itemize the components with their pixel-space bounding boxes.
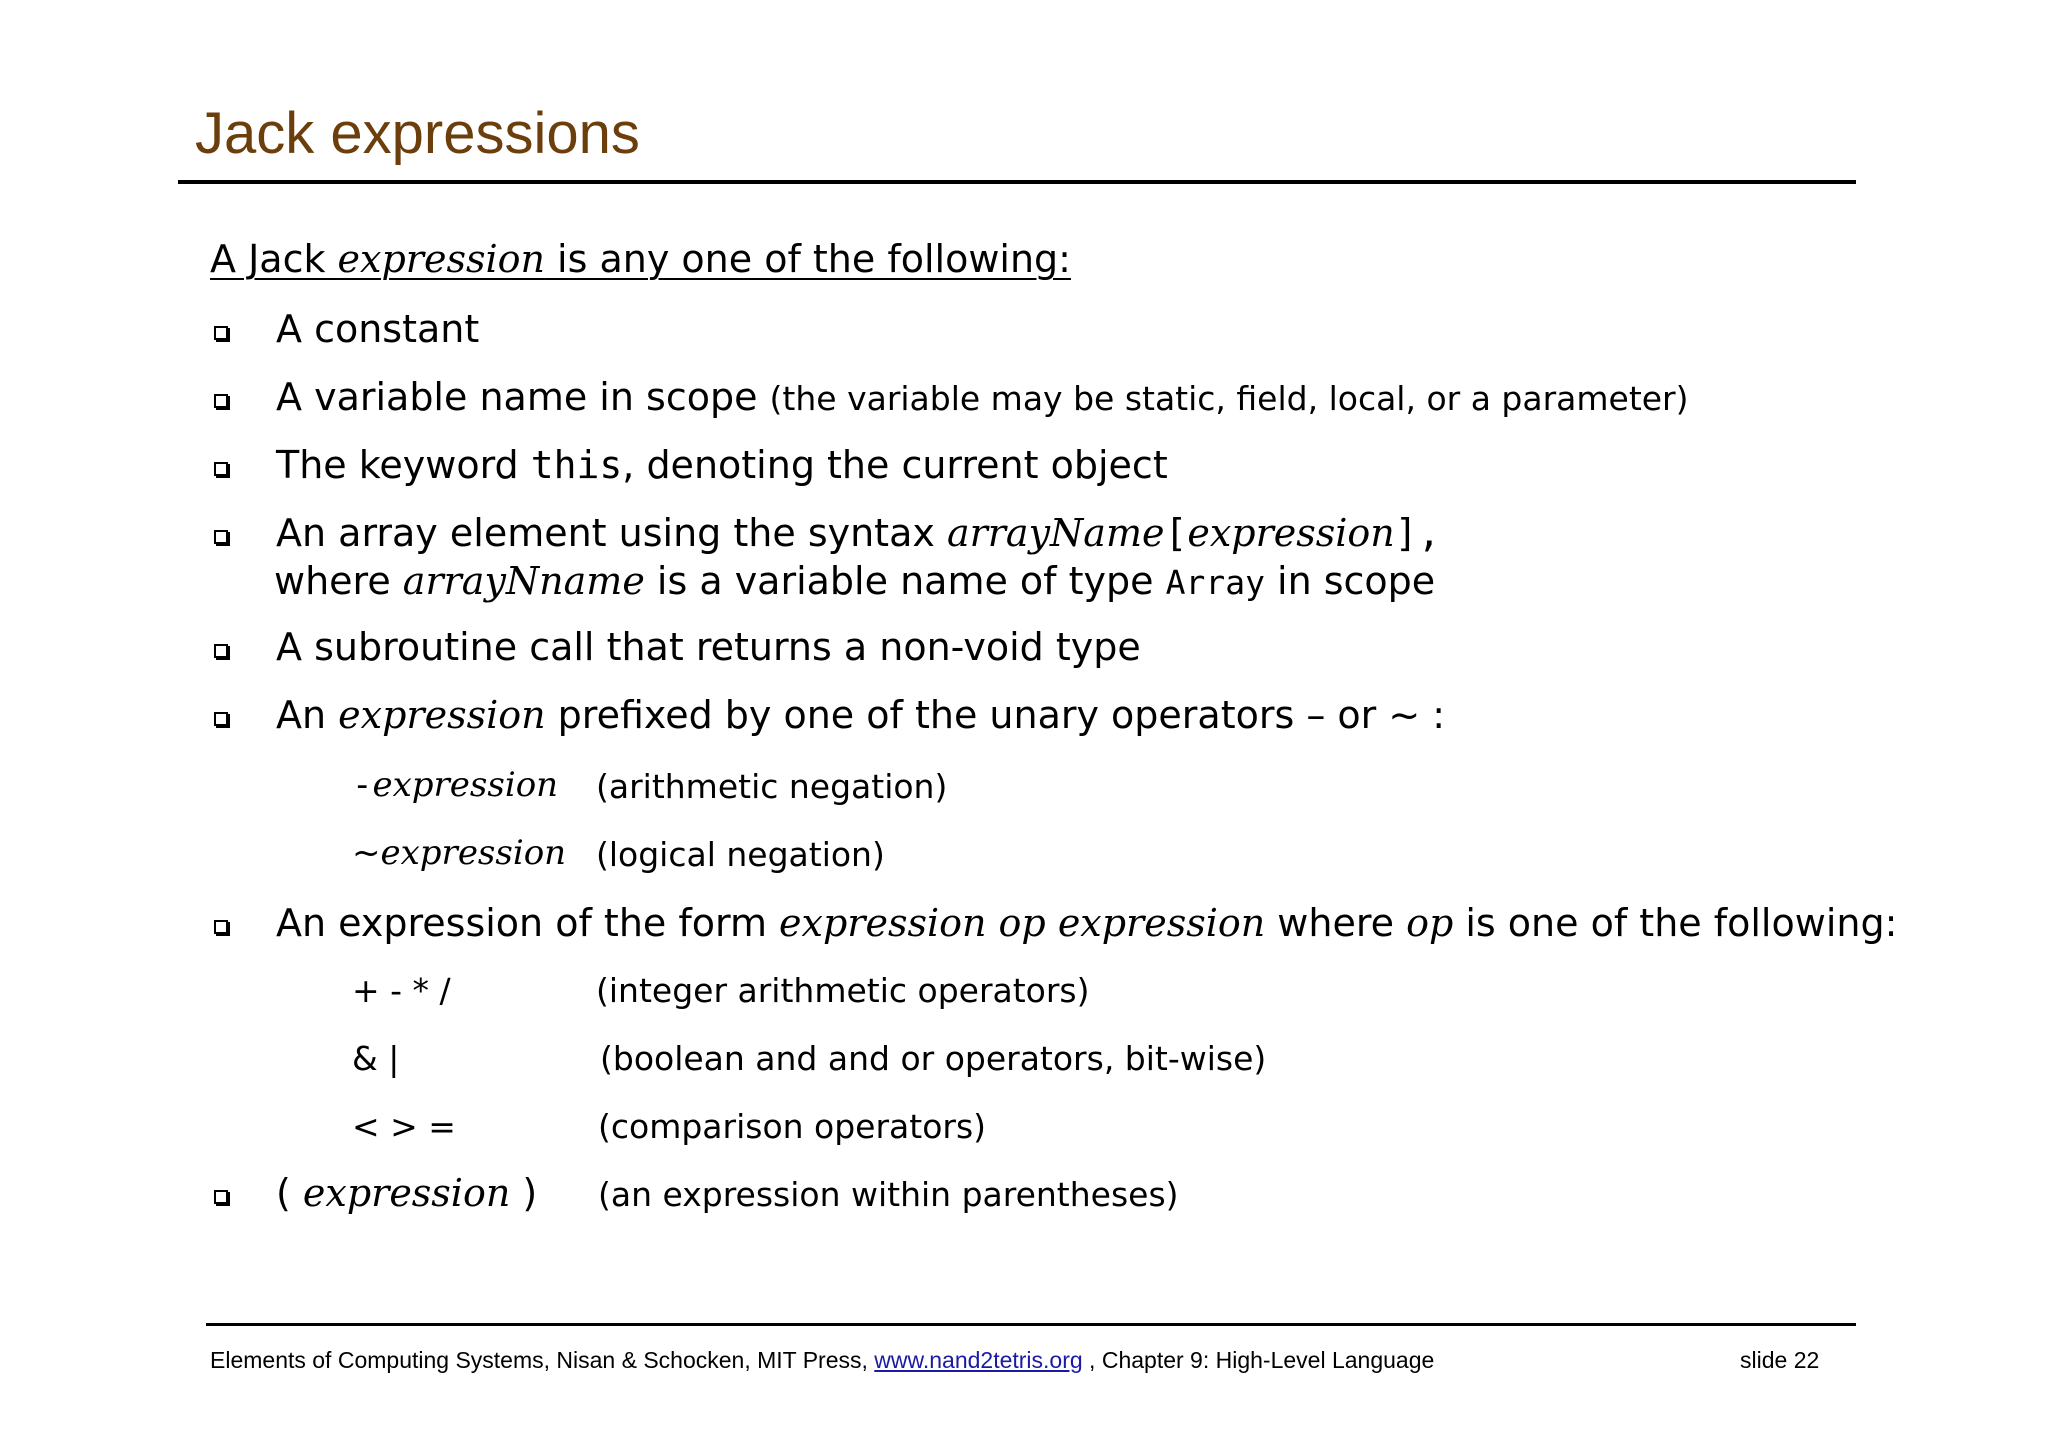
bullet-icon xyxy=(214,462,228,476)
unary-expr: expression xyxy=(380,833,567,873)
bullet-array-line1 xyxy=(276,511,1441,555)
bullet-icon xyxy=(214,712,228,726)
unary-op: ~ xyxy=(352,833,381,873)
unary-part2: prefixed by one of the unary operators – or ~ : xyxy=(545,693,1446,737)
unary-desc: (logical negation) xyxy=(596,835,885,874)
intro-part2: is any one of the following: xyxy=(544,237,1071,281)
slide-number: slide 22 xyxy=(1740,1347,1820,1373)
bullet-unary xyxy=(276,693,1446,737)
array-l1-it: arrayName xyxy=(946,511,1165,555)
bullet-subroutine: A subroutine call that returns a non-void type xyxy=(276,625,1141,669)
bullet-constant: A constant xyxy=(276,307,480,351)
binary-desc: (comparison operators) xyxy=(598,1107,987,1146)
binary-desc: (integer arithmetic operators) xyxy=(596,971,1090,1010)
footer-divider xyxy=(206,1323,1856,1326)
unary-part1: An xyxy=(276,693,339,737)
bullet-keyword xyxy=(276,443,1168,487)
array-l2-it: arrayNname xyxy=(402,559,645,603)
intro-text xyxy=(210,237,1071,281)
title-divider xyxy=(178,180,1856,184)
unary-expr: expression xyxy=(372,765,559,805)
paren-italic: expression xyxy=(302,1171,511,1215)
array-l2-code: Array xyxy=(1165,563,1265,602)
binary-italic2: op xyxy=(1406,901,1454,945)
binary-italic1: expression op expression xyxy=(779,901,1266,945)
bullet-icon xyxy=(214,920,228,934)
unary-desc: (arithmetic negation) xyxy=(596,767,948,806)
paren-open: ( xyxy=(276,1171,303,1215)
intro-italic: expression xyxy=(337,237,545,281)
bullet-icon xyxy=(214,326,228,340)
array-l2-c: in scope xyxy=(1264,559,1436,603)
binary-ops: + - * / xyxy=(352,971,451,1010)
binary-part2: where xyxy=(1265,901,1407,945)
paren-close: ) xyxy=(510,1171,538,1215)
array-l1-bracket: [ xyxy=(1164,511,1188,555)
binary-ops: & | xyxy=(352,1039,400,1078)
slide-title: Jack expressions xyxy=(195,101,640,166)
array-l2-b: is a variable name of type xyxy=(644,559,1166,603)
bullet-icon xyxy=(214,1190,228,1204)
array-l1-a: An array element using the syntax xyxy=(276,511,947,555)
bullet-icon xyxy=(214,530,228,544)
variable-note: (the variable may be static, field, local, or a parameter) xyxy=(769,379,1689,418)
paren-desc: (an expression within parentheses) xyxy=(598,1175,1179,1214)
binary-part1: An expression of the form xyxy=(276,901,780,945)
bullet-icon xyxy=(214,394,228,408)
array-l1-close: ], xyxy=(1394,511,1441,555)
bullet-paren xyxy=(276,1171,538,1215)
bullet-binary xyxy=(276,901,1898,945)
footer-link[interactable]: www.nand2tetris.org xyxy=(874,1347,1083,1373)
intro-part1: A Jack xyxy=(210,237,338,281)
array-l2-a: where xyxy=(274,559,403,603)
keyword-part2: , denoting the current object xyxy=(622,443,1168,487)
array-l1-it2: expression xyxy=(1187,511,1395,555)
unary-italic: expression xyxy=(338,693,546,737)
keyword-part1: The keyword xyxy=(276,443,531,487)
keyword-code: this xyxy=(530,443,623,487)
footer-citation: Elements of Computing Systems, Nisan & Schocken, MIT Press, xyxy=(210,1347,875,1373)
unary-op: - xyxy=(352,765,373,805)
binary-desc: (boolean and and or operators, bit-wise) xyxy=(600,1039,1267,1078)
footer-text xyxy=(210,1347,1434,1374)
bullet-array-line2 xyxy=(274,559,1436,603)
binary-ops: < > = xyxy=(352,1107,456,1146)
bullet-variable xyxy=(276,375,1689,419)
footer-chapter: , Chapter 9: High-Level Language xyxy=(1082,1347,1435,1373)
unary-item xyxy=(352,833,567,873)
unary-item xyxy=(352,765,559,805)
binary-part3: is one of the following: xyxy=(1453,901,1898,945)
bullet-icon xyxy=(214,644,228,658)
variable-main: A variable name in scope xyxy=(276,375,770,419)
